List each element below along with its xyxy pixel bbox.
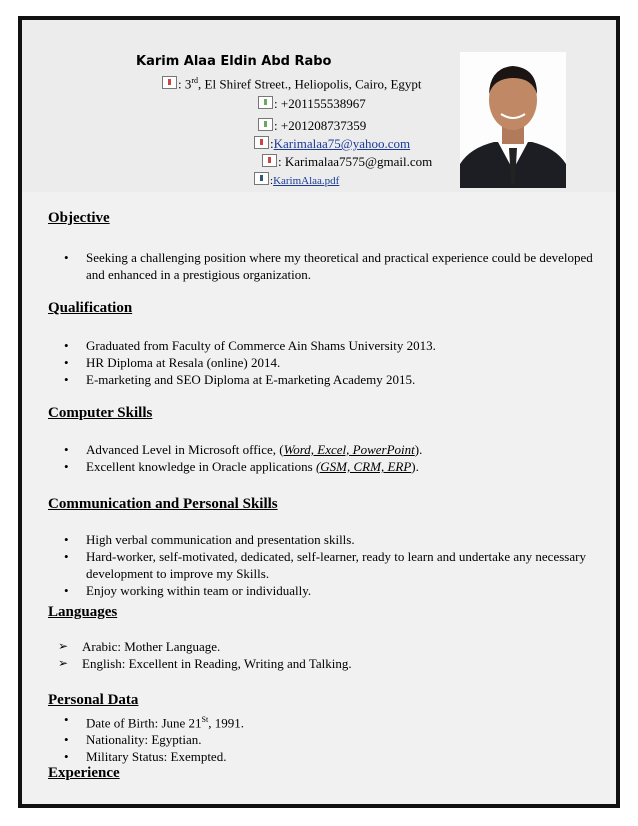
email-icon [262, 154, 277, 167]
objective-heading: Objective [48, 210, 110, 226]
profile-photo [460, 52, 566, 188]
list-item: • HR Diploma at Resala (online) 2014. [62, 354, 602, 371]
cv-line: :KarimAlaa.pdf [254, 172, 339, 187]
candidate-name: Karim Alaa Eldin Abd Rabo [136, 54, 332, 69]
address-line: : 3rd, El Shiref Street., Heliopolis, Cairo, Egypt [162, 76, 422, 92]
languages-heading: Languages [48, 604, 118, 620]
experience-heading: Experience [48, 765, 120, 781]
computer-skills-list [62, 441, 602, 475]
mobile-icon [258, 118, 273, 131]
qualification-heading: Qualification [48, 300, 133, 316]
objective-list [62, 249, 602, 283]
email-line-1: :Karimalaa75@yahoo.com [254, 136, 410, 152]
document-icon [254, 172, 269, 185]
list-item: • Seeking a challenging position where my theoretical and practical experience could be developed and enhanced in a prestigious organization. [62, 249, 602, 283]
personal-data-heading: Personal Data [48, 692, 139, 708]
list-item: • Date of Birth: June 21St, 1991. [62, 711, 602, 731]
qualification-list [62, 337, 602, 388]
list-item: • High verbal communication and presentation skills. [62, 531, 602, 548]
email-line-2: : Karimalaa7575@gmail.com [262, 154, 432, 170]
list-item: • Graduated from Faculty of Commerce Ain Shams University 2013. [62, 337, 602, 354]
phone-line-2: : +201208737359 [258, 118, 366, 134]
communication-heading: Communication and Personal Skills [48, 496, 278, 512]
list-item: • E-marketing and SEO Diploma at E-marketing Academy 2015. [62, 371, 602, 388]
email-icon [254, 136, 269, 149]
personal-data-list [62, 711, 602, 765]
list-item: • Enjoy working within team or individually. [62, 582, 602, 599]
list-item: ➢ Arabic: Mother Language. [58, 638, 598, 655]
list-item: • Excellent knowledge in Oracle applications (GSM, CRM, ERP). [62, 458, 602, 475]
languages-list [58, 638, 598, 672]
list-item: • Military Status: Exempted. [62, 748, 602, 765]
list-item: ➢ English: Excellent in Reading, Writing and Talking. [58, 655, 598, 672]
resume-page [18, 16, 620, 808]
location-icon [162, 76, 177, 89]
resume-header [22, 20, 616, 192]
list-item: • Advanced Level in Microsoft office, (Word, Excel, PowerPoint). [62, 441, 602, 458]
list-item: • Hard-worker, self-motivated, dedicated, self-learner, ready to learn and undertake any necessary development to improve my Skills. [62, 548, 602, 582]
cv-link[interactable]: KarimAlaa.pdf [273, 175, 340, 187]
communication-list [62, 531, 602, 599]
phone-line-1: : +201155538967 [258, 96, 366, 112]
list-item: • Nationality: Egyptian. [62, 731, 602, 748]
phone-icon [258, 96, 273, 109]
email-link-yahoo[interactable]: Karimalaa75@yahoo.com [273, 136, 411, 151]
computer-skills-heading: Computer Skills [48, 405, 153, 421]
